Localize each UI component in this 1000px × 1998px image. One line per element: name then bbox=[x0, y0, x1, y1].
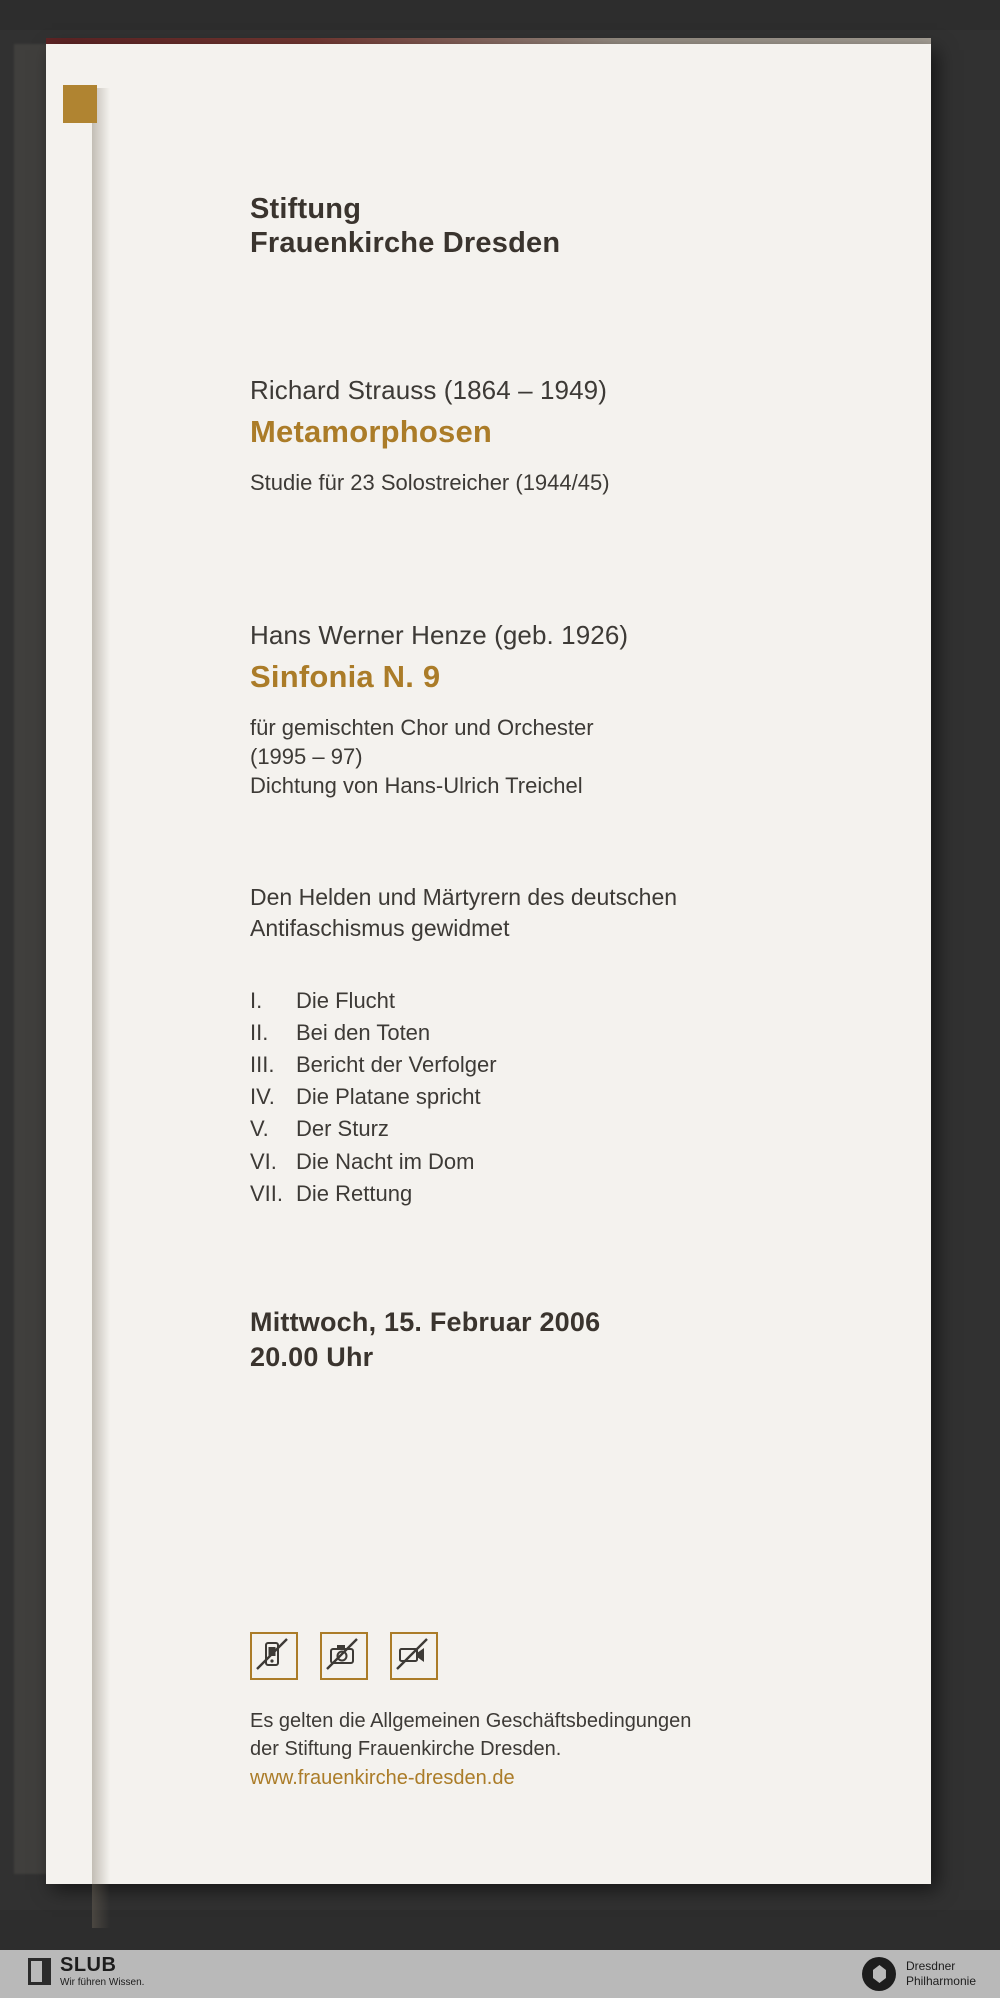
fold-shadow bbox=[92, 88, 110, 1928]
terms-line-2: der Stiftung Frauenkirche Dresden. bbox=[250, 1738, 562, 1761]
event-date: Mittwoch, 15. Februar 2006 bbox=[250, 1307, 601, 1337]
movement-title: Bericht der Verfolger bbox=[296, 1052, 497, 1078]
philharmonie-line-2: Philharmonie bbox=[905, 1974, 976, 1988]
slub-logo-text bbox=[60, 1955, 144, 1988]
movement-number: VI. bbox=[250, 1148, 277, 1174]
work-title: Sinfonia N. 9 bbox=[250, 659, 441, 694]
work-entry-strauss bbox=[250, 375, 610, 497]
list-item bbox=[250, 1178, 497, 1210]
list-item bbox=[250, 1146, 497, 1178]
work-subtitle: Studie für 23 Solostreicher (1944/45) bbox=[250, 470, 610, 495]
terms-line-1: Es gelten die Allgemeinen Geschäftsbedingungen bbox=[250, 1710, 692, 1732]
slub-tagline: Wir führen Wissen. bbox=[60, 1977, 145, 1988]
list-item bbox=[250, 1081, 497, 1113]
movement-title: Die Nacht im Dom bbox=[296, 1148, 475, 1174]
work-subtitle-line-2: (1995 – 97) bbox=[250, 744, 363, 770]
slub-name: SLUB bbox=[60, 1954, 117, 1976]
organisation-block bbox=[250, 192, 560, 260]
movement-number: V. bbox=[250, 1116, 269, 1142]
no-mobile-phone-icon bbox=[250, 1632, 298, 1680]
no-flash-photography-icon bbox=[320, 1632, 368, 1680]
movement-title: Die Platane spricht bbox=[296, 1084, 481, 1110]
slub-book-icon bbox=[28, 1958, 51, 1985]
movement-list bbox=[250, 985, 497, 1210]
no-video-camera-icon bbox=[390, 1632, 438, 1680]
movement-number: II. bbox=[250, 1020, 269, 1046]
movement-title: Die Flucht bbox=[296, 988, 396, 1013]
work-subtitle-line-1: für gemischten Chor und Orchester bbox=[250, 715, 594, 740]
list-item bbox=[250, 1113, 497, 1145]
movement-number: I. bbox=[250, 988, 263, 1013]
prohibition-icon-row bbox=[250, 1632, 438, 1680]
philharmonie-logo-text bbox=[906, 1959, 976, 1989]
event-time: 20.00 Uhr bbox=[250, 1342, 374, 1373]
work-entry-henze bbox=[250, 620, 628, 800]
website-url[interactable]: www.frauenkirche-dresden.de bbox=[250, 1766, 515, 1789]
terms-block bbox=[250, 1707, 691, 1792]
philharmonie-line-1: Dresdner bbox=[905, 1959, 956, 1973]
dedication-text bbox=[250, 882, 810, 945]
movement-number: III. bbox=[250, 1052, 275, 1078]
gold-corner-tab bbox=[63, 85, 97, 123]
work-subtitle bbox=[250, 713, 628, 800]
dresdner-philharmonie-logo[interactable] bbox=[862, 1957, 976, 1991]
organisation-line-1: Stiftung bbox=[250, 193, 362, 225]
composer-name: Richard Strauss (1864 – 1949) bbox=[250, 375, 607, 405]
event-datetime bbox=[250, 1305, 600, 1375]
dedication-line-1: Den Helden und Märtyrern des deutschen bbox=[250, 884, 678, 910]
work-title: Metamorphosen bbox=[250, 414, 493, 449]
list-item bbox=[250, 1017, 497, 1049]
work-subtitle-line-3: Dichtung von Hans-Ulrich Treichel bbox=[250, 773, 583, 799]
movement-title: Die Rettung bbox=[296, 1180, 413, 1206]
viewer-footer-bar bbox=[0, 1950, 1000, 1998]
movement-title: Bei den Toten bbox=[296, 1020, 431, 1046]
movement-number: VII. bbox=[250, 1180, 284, 1206]
movement-number: IV. bbox=[250, 1084, 275, 1110]
list-item bbox=[250, 1049, 497, 1081]
slub-logo[interactable] bbox=[28, 1955, 144, 1988]
composer-name: Hans Werner Henze (geb. 1926) bbox=[250, 620, 629, 650]
concert-programme-leaflet bbox=[46, 44, 931, 1884]
organisation-line-2: Frauenkirche Dresden bbox=[250, 227, 561, 260]
movement-title: Der Sturz bbox=[296, 1116, 389, 1142]
list-item bbox=[250, 985, 497, 1017]
dedication-line-2: Antifaschismus gewidmet bbox=[250, 915, 510, 942]
philharmonie-mark-icon bbox=[862, 1957, 896, 1991]
